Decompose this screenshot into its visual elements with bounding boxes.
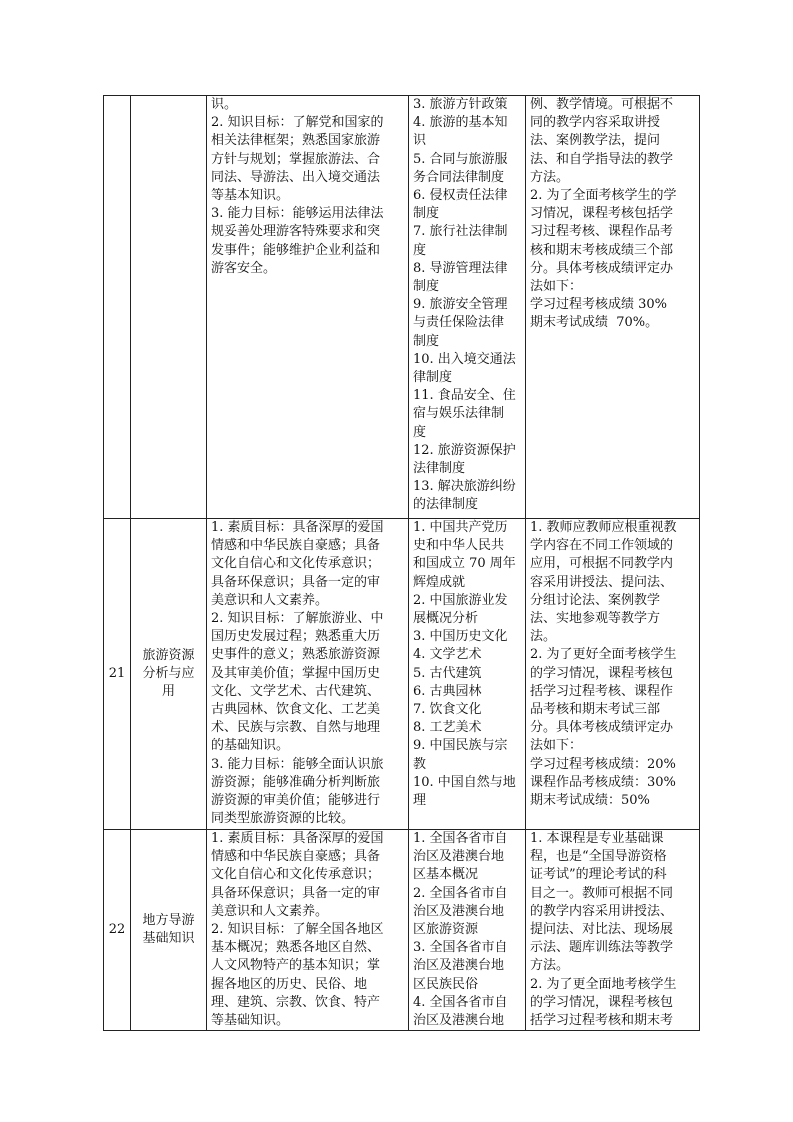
content-line: 区基本概况 xyxy=(413,867,479,883)
content-line: 度 xyxy=(413,242,427,258)
requirement-line: 学习过程考核成绩 30% xyxy=(530,297,668,313)
content-line: 治区及港澳台地 xyxy=(413,1013,505,1029)
teaching-requirements xyxy=(526,830,700,1031)
objective-line: 文化、文学艺术、古代建筑、 xyxy=(211,683,381,699)
course-content xyxy=(409,96,526,519)
objective-line: 游资源的审美价值；能够进行 xyxy=(211,793,381,809)
course-name xyxy=(131,519,207,830)
content-line: 4. 文学艺术 xyxy=(413,647,482,663)
objective-line: 具备环保意识；具备一定的审 xyxy=(211,885,381,901)
content-line: 识 xyxy=(413,133,427,149)
objective-line: 游资源；能够准确分析判断旅 xyxy=(211,774,381,790)
objective-line: 基本概况；熟悉各地区自然、 xyxy=(211,940,381,956)
content-line: 7. 饮食文化 xyxy=(413,702,482,718)
content-line: 4. 全国各省市自 xyxy=(413,994,508,1010)
objective-line: 2. 知识目标：了解旅游业、中 xyxy=(211,611,384,627)
content-line: 和国成立 70 周年 xyxy=(413,556,516,572)
requirement-line: 应用，可根据不同教学内 xyxy=(530,556,674,572)
objective-line: 方针与规划；掌握旅游法、合 xyxy=(211,151,381,167)
requirement-line: 分组讨论法、案例教学 xyxy=(530,592,661,608)
course-number: 22 xyxy=(104,830,131,1031)
objective-line: 游客安全。 xyxy=(211,260,277,276)
content-line: 3. 全国各省市自 xyxy=(413,940,508,956)
content-line: 史和中华人民共 xyxy=(413,538,505,554)
course-objectives xyxy=(207,96,409,519)
objective-line: 规妥善处理游客特殊要求和突 xyxy=(211,224,381,240)
requirement-line: 分。具体考核成绩评定办 xyxy=(530,720,674,736)
objective-line: 史事件的意义；熟悉旅游资源 xyxy=(211,647,381,663)
objective-line: 1. 素质目标：具备深厚的爱国 xyxy=(211,831,384,846)
content-line: 7. 旅行社法律制 xyxy=(413,224,508,240)
requirement-line: 括学习过程考核、课程作 xyxy=(530,683,674,699)
content-line: 10. 中国自然与地 xyxy=(413,774,516,790)
requirement-line: 的教学内容采用讲授法、 xyxy=(530,903,674,919)
objective-line: 理、建筑、宗教、饮食、特产 xyxy=(211,994,381,1010)
content-line: 2. 中国旅游业发 xyxy=(413,592,508,608)
content-line: 13. 解决旅游纠纷 xyxy=(413,479,516,495)
objective-line: 文化自信心和文化传承意识； xyxy=(211,556,381,572)
objective-line: 同法、导游法、出入境交通法 xyxy=(211,169,381,185)
content-line: 度 xyxy=(413,424,427,440)
requirement-line: 2. 为了更全面地考核学生 xyxy=(530,976,677,992)
content-line: 9. 旅游安全管理 xyxy=(413,297,508,313)
content-line: 4. 旅游的基本知 xyxy=(413,115,508,131)
objective-line: 2. 知识目标：了解党和国家的 xyxy=(211,115,384,131)
requirement-line: 的学习情况，课程考核包 xyxy=(530,665,674,681)
content-line: 3. 旅游方针政策 xyxy=(413,97,508,112)
content-line: 8. 工艺美术 xyxy=(413,720,482,736)
course-objectives xyxy=(207,519,409,830)
content-line: 区民族民俗 xyxy=(413,976,479,992)
objective-line: 具备环保意识；具备一定的审 xyxy=(211,574,381,590)
course-name-line: 地方导游 xyxy=(142,912,195,928)
content-line: 3. 中国历史文化 xyxy=(413,629,508,645)
content-line: 1. 中国共产党历 xyxy=(413,520,508,535)
content-line: 8. 导游管理法律 xyxy=(413,260,508,276)
content-line: 治区及港澳台地 xyxy=(413,849,505,865)
course-name-line: 分析与应 xyxy=(142,665,195,681)
content-line: 的法律制度 xyxy=(413,497,479,513)
content-line: 区旅游资源 xyxy=(413,922,479,938)
objective-line: 1. 素质目标：具备深厚的爱国 xyxy=(211,520,384,535)
course-name-line: 用 xyxy=(161,684,175,700)
requirement-line: 核和期末考核成绩三个部 xyxy=(530,242,674,258)
content-line: 法律制度 xyxy=(413,461,466,477)
requirement-line: 分。具体考核成绩评定办 xyxy=(530,260,674,276)
content-line: 制度 xyxy=(413,279,440,295)
requirement-line: 方法。 xyxy=(530,169,570,185)
requirement-line: 程，也是“全国导游资格 xyxy=(530,849,667,865)
course-content xyxy=(409,830,526,1031)
requirement-line: 同的教学内容采取讲授 xyxy=(530,115,661,131)
requirement-line: 括学习过程考核和期末考 xyxy=(530,1013,674,1029)
requirement-line: 1. 教师应教师应根重视教 xyxy=(530,520,677,535)
course-content xyxy=(409,519,526,830)
table-body xyxy=(104,96,700,1031)
requirement-line: 法如下： xyxy=(530,738,583,754)
requirement-line: 习过程考核、课程作品考 xyxy=(530,224,674,240)
content-line: 5. 古代建筑 xyxy=(413,665,482,681)
teaching-requirements xyxy=(526,519,700,830)
objective-line: 等基本知识。 xyxy=(211,188,290,204)
content-line: 展概况分析 xyxy=(413,611,479,627)
objective-line: 美意识和人文素养。 xyxy=(211,903,329,919)
requirement-line: 例、教学情境。可根据不 xyxy=(530,97,674,112)
requirement-line: 目之一。教师可根据不同 xyxy=(530,885,674,901)
requirement-line: 容采用讲授法、提问法、 xyxy=(530,574,674,590)
requirement-line: 期末考试成绩 70%。 xyxy=(530,315,659,331)
objective-line: 文化自信心和文化传承意识； xyxy=(211,867,381,883)
requirement-line: 法、和自学指导法的教学 xyxy=(530,151,674,167)
content-line: 制度 xyxy=(413,206,440,222)
requirement-line: 法、实地参观等教学方 xyxy=(530,611,661,627)
objective-line: 发事件；能够维护企业利益和 xyxy=(211,242,381,258)
content-line: 1. 全国各省市自 xyxy=(413,831,508,846)
objective-line: 等基础知识。 xyxy=(211,1013,290,1029)
course-name xyxy=(131,96,207,519)
requirement-line: 2. 为了更好全面考核学生 xyxy=(530,647,677,663)
requirement-line: 课程作品考核成绩：30% xyxy=(530,774,676,790)
objective-line: 及其审美价值；掌握中国历史 xyxy=(211,665,381,681)
objective-line: 美意识和人文素养。 xyxy=(211,592,329,608)
table-row xyxy=(104,519,700,830)
table-row xyxy=(104,830,700,1031)
objective-line: 术、民族与宗教、自然与地理 xyxy=(211,720,381,736)
content-line: 与责任保险法律 xyxy=(413,315,505,331)
course-number xyxy=(104,96,131,519)
requirement-line: 期末考试成绩：50% xyxy=(530,793,650,809)
requirement-line: 法。 xyxy=(530,629,557,645)
content-line: 理 xyxy=(413,793,427,809)
requirement-line: 法、案例教学法，提问 xyxy=(530,133,661,149)
course-name-line: 旅游资源 xyxy=(142,647,195,663)
requirement-line: 提问法、对比法、现场展 xyxy=(530,922,674,938)
content-line: 宿与娱乐法律制 xyxy=(413,406,505,422)
content-line: 治区及港澳台地 xyxy=(413,958,505,974)
objective-line: 的基础知识。 xyxy=(211,738,290,754)
content-line: 治区及港澳台地 xyxy=(413,903,505,919)
requirement-line: 2. 为了全面考核学生的学 xyxy=(530,188,677,204)
objective-line: 人文风物特产的基本知识；掌 xyxy=(211,958,381,974)
table-row xyxy=(104,96,700,519)
objective-line: 古典园林、饮食文化、工艺美 xyxy=(211,702,381,718)
content-line: 教 xyxy=(413,756,427,772)
objective-line: 3. 能力目标：能够全面认识旅 xyxy=(211,756,384,772)
content-line: 辉煌成就 xyxy=(413,574,466,590)
requirement-line: 品考核和期末考试三部 xyxy=(530,702,661,718)
objective-line: 2. 知识目标：了解全国各地区 xyxy=(211,922,384,938)
content-line: 制度 xyxy=(413,333,440,349)
content-line: 务合同法律制度 xyxy=(413,169,505,185)
content-line: 11. 食品安全、住 xyxy=(413,388,516,404)
objective-line: 相关法律框架；熟悉国家旅游 xyxy=(211,133,381,149)
objective-line: 情感和中华民族自豪感；具备 xyxy=(211,538,381,554)
requirement-line: 学内容在不同工作领域的 xyxy=(530,538,674,554)
content-line: 6. 侵权责任法律 xyxy=(413,188,508,204)
course-objectives xyxy=(207,830,409,1031)
content-line: 6. 古典园林 xyxy=(413,683,482,699)
requirement-line: 法如下： xyxy=(530,279,583,295)
requirement-line: 方法。 xyxy=(530,958,570,974)
content-line: 5. 合同与旅游服 xyxy=(413,151,508,167)
requirement-line: 1. 本课程是专业基础课 xyxy=(530,831,664,846)
course-name-line: 基础知识 xyxy=(142,931,195,947)
objective-line: 3. 能力目标：能够运用法律法 xyxy=(211,206,384,222)
curriculum-table xyxy=(103,95,700,1031)
content-line: 12. 旅游资源保护 xyxy=(413,442,516,458)
content-line: 2. 全国各省市自 xyxy=(413,885,508,901)
objective-line: 国历史发展过程；熟悉重大历 xyxy=(211,629,381,645)
requirement-line: 习情况，课程考核包括学 xyxy=(530,206,674,222)
requirement-line: 学习过程考核成绩：20% xyxy=(530,756,676,772)
objective-line: 识。 xyxy=(211,97,238,112)
objective-line: 情感和中华民族自豪感；具备 xyxy=(211,849,381,865)
content-line: 10. 出入境交通法 xyxy=(413,351,516,367)
requirement-line: 证考试”的理论考试的科 xyxy=(530,867,667,883)
course-number: 21 xyxy=(104,519,131,830)
course-name xyxy=(131,830,207,1031)
requirement-line: 示法、题库训练法等教学 xyxy=(530,940,674,956)
objective-line: 同类型旅游资源的比较。 xyxy=(211,811,355,827)
content-line: 9. 中国民族与宗 xyxy=(413,738,508,754)
teaching-requirements xyxy=(526,96,700,519)
content-line: 律制度 xyxy=(413,370,453,386)
objective-line: 握各地区的历史、民俗、地 xyxy=(211,976,368,992)
requirement-line: 的学习情况，课程考核包 xyxy=(530,994,674,1010)
